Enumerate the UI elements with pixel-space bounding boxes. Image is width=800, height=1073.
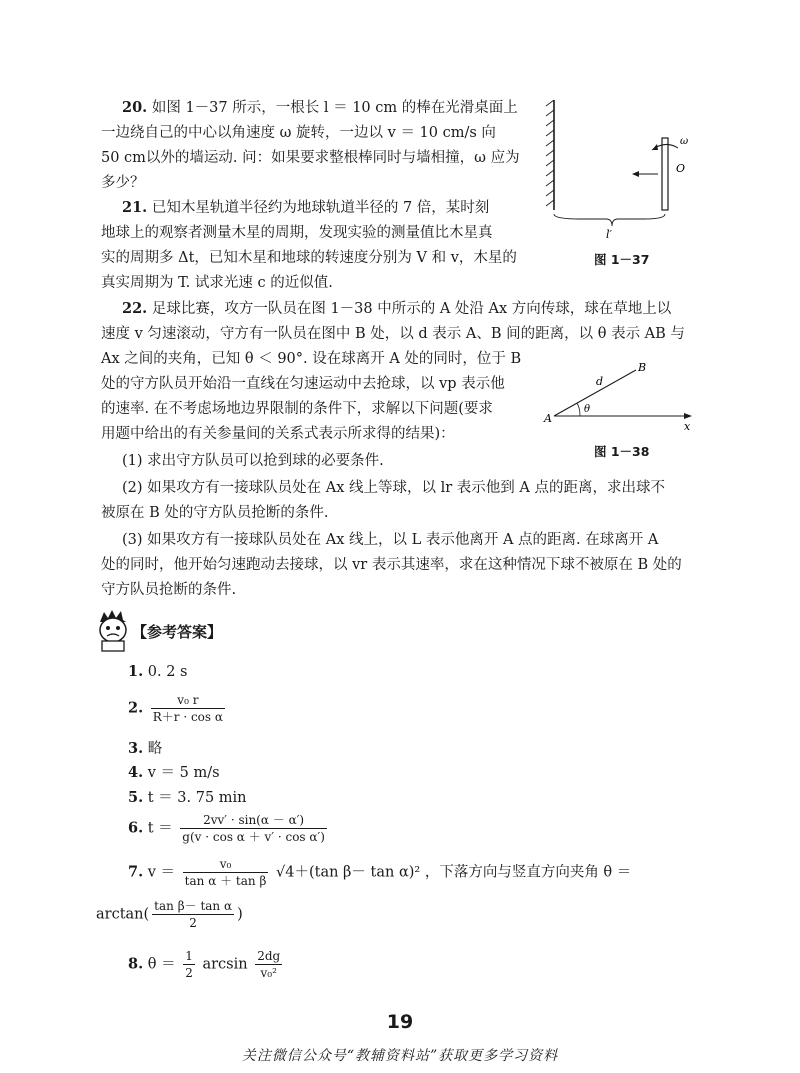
q20-line-3: 50 cm以外的墙运动. 问：如果要求整根棒同时与墙相撞，ω 应为 bbox=[101, 150, 520, 166]
q21-line-1 bbox=[122, 197, 489, 219]
answers-header: 【参考答案】 bbox=[132, 623, 223, 641]
answer-3 bbox=[128, 737, 162, 758]
q21-number: 21. bbox=[122, 199, 148, 216]
q20-text-1: 如图 1－37 所示，一根长 l ＝ 10 cm 的棒在光滑桌面上 bbox=[151, 100, 518, 116]
answer-2-fraction bbox=[151, 692, 225, 725]
q22-line-6: 用题中给出的有关参量间的关系式表示所求得的结果)： bbox=[101, 426, 455, 442]
answer-5-text: t ＝ 3. 75 min bbox=[147, 790, 247, 806]
omega-label: ω bbox=[680, 136, 689, 147]
answer-6-fraction bbox=[180, 812, 327, 845]
q22-line-3: Ax 之间的夹角，已知 θ ＜ 90°. 设在球离开 A 处的同时，位于 B bbox=[101, 351, 522, 367]
q20-line-2: 一边绕自己的中心以角速度 ω 旋转，一边以 v ＝ 10 cm/s 向 bbox=[101, 125, 496, 141]
q22-line-5: 的速率. 在不考虑场地边界限制的条件下，求解以下问题(要求 bbox=[101, 401, 493, 417]
answer-1 bbox=[128, 663, 187, 680]
answer-7-denominator: tan α ＋ tan β bbox=[184, 874, 267, 888]
q22-line-4: 处的守方队员开始沿一直线在匀速运动中去抢球，以 vp 表示他 bbox=[101, 376, 505, 392]
answer-1-number: 1. bbox=[128, 663, 144, 680]
footer-note: 关注微信公众号“教辅资料站”获取更多学习资料 bbox=[241, 1048, 559, 1064]
answer-2-denominator: R＋r · cos α bbox=[152, 710, 223, 724]
answer-7-arctan-denominator: 2 bbox=[189, 916, 197, 930]
answer-2-number: 2. bbox=[128, 699, 144, 717]
answer-8-numerator: 2dg bbox=[257, 949, 281, 963]
b-label: B bbox=[638, 361, 647, 374]
answer-2 bbox=[128, 692, 228, 725]
figure-1-37 bbox=[540, 92, 710, 242]
q22-number: 22. bbox=[122, 300, 148, 317]
figure-1-38 bbox=[540, 358, 700, 438]
answer-6-prefix: t ＝ bbox=[147, 820, 173, 837]
q22-line-1 bbox=[122, 298, 671, 320]
answer-4 bbox=[128, 761, 220, 782]
d-label: d bbox=[596, 375, 604, 388]
q22-sub1: (1) 求出守方队员可以抢到球的必要条件. bbox=[122, 453, 384, 469]
cartoon-student-icon bbox=[96, 608, 130, 652]
lprime-label: l′ bbox=[606, 228, 613, 241]
answer-8-half-denominator: 2 bbox=[185, 966, 193, 980]
q20-number: 20. bbox=[122, 99, 148, 116]
answer-7 bbox=[128, 856, 631, 889]
figure-1-37-caption: 图 1－37 bbox=[594, 252, 650, 267]
q22-line-2: 速度 v 匀速滚动，守方有一队员在图中 B 处，以 d 表示 A、B 间的距离，以 θ 表示 AB 与 bbox=[101, 326, 685, 342]
q20-line-4: 多少？ bbox=[101, 175, 145, 191]
answer-8-arcsin: arcsin bbox=[202, 956, 248, 973]
answer-8-fraction bbox=[255, 948, 282, 981]
q22-text-1: 足球比赛，攻方一队员在图 1－38 中所示的 A 处沿 Ax 方向传球，球在草地上以 bbox=[151, 301, 672, 317]
q22-sub3b: 处的同时，他开始匀速跑动去接球，以 vr 表示其速率，求在这种情况下球不被原在 B 处的 bbox=[101, 557, 682, 573]
answer-7-fraction bbox=[183, 856, 269, 889]
answer-6-numerator: 2vv′ · sin(α － α′) bbox=[180, 812, 327, 829]
answer-4-number: 4. bbox=[128, 764, 144, 781]
q22-sub2b: 被原在 B 处的守方队员抢断的条件. bbox=[101, 505, 329, 521]
q22-sub3c: 守方队员抢断的条件. bbox=[101, 582, 237, 598]
answer-7-arctan-close: ) bbox=[237, 906, 243, 923]
x-label: x bbox=[684, 420, 691, 433]
answer-8-half-numerator: 1 bbox=[185, 949, 193, 963]
q21-text-1: 已知木星轨道半径约为地球轨道半径的 7 倍，某时刻 bbox=[151, 200, 490, 216]
answer-7-prefix: v ＝ bbox=[147, 864, 176, 881]
answer-7-arctan: arctan( bbox=[96, 906, 150, 923]
answer-6 bbox=[128, 812, 330, 845]
answer-2-numerator: v₀ r bbox=[151, 692, 225, 709]
answer-7-number: 7. bbox=[128, 863, 144, 881]
answer-8-number: 8. bbox=[128, 955, 144, 973]
answer-7-postfix: ，下落方向与竖直方向夹角 θ ＝ bbox=[424, 864, 632, 881]
q21-line-3: 实的周期多 Δt，已知木星和地球的转速度分别为 V 和 v，木星的 bbox=[101, 250, 517, 266]
theta-label: θ bbox=[584, 404, 591, 415]
q22-sub2: (2) 如果攻方有一接球队员处在 Ax 线上等球，以 lr 表示他到 A 点的距离，求出球不 bbox=[122, 480, 665, 496]
figure-1-38-caption: 图 1－38 bbox=[594, 444, 650, 459]
answer-1-text: 0. 2 s bbox=[147, 664, 188, 680]
answer-6-number: 6. bbox=[128, 819, 144, 837]
answer-7-numerator: v₀ bbox=[183, 856, 269, 873]
q20-line-1 bbox=[122, 97, 518, 119]
q22-sub3: (3) 如果攻方有一接球队员处在 Ax 线上，以 L 表示他离开 A 点的距离. 在球离开 A bbox=[122, 532, 659, 548]
answer-8-denominator: v₀² bbox=[260, 966, 277, 980]
answer-8-fraction-half bbox=[183, 948, 195, 981]
answer-7-arctan-fraction bbox=[152, 898, 234, 931]
answer-5-number: 5. bbox=[128, 789, 144, 806]
q21-line-4: 真实周期为 T. 试求光速 c 的近似值. bbox=[101, 275, 333, 291]
answer-7-sqrt: √4＋(tan β－ tan α)² bbox=[276, 864, 421, 881]
page-number: 19 bbox=[386, 1011, 414, 1033]
a-label: A bbox=[544, 412, 552, 425]
q21-line-2: 地球上的观察者测量木星的周期，发现实验的测量值比木星真 bbox=[101, 225, 493, 241]
answer-3-text: 略 bbox=[147, 741, 163, 757]
answer-8-prefix: θ ＝ bbox=[147, 956, 176, 973]
o-label: O bbox=[676, 162, 686, 175]
answer-7-arctan-numerator: tan β－ tan α bbox=[154, 899, 233, 913]
answer-3-number: 3. bbox=[128, 740, 144, 757]
answer-6-denominator: g(v · cos α ＋ v′ · cos α′) bbox=[182, 830, 325, 844]
answer-4-text: v ＝ 5 m/s bbox=[147, 765, 220, 781]
answer-8 bbox=[128, 948, 285, 981]
answer-5 bbox=[128, 786, 247, 807]
answer-7-line-2 bbox=[96, 898, 243, 931]
